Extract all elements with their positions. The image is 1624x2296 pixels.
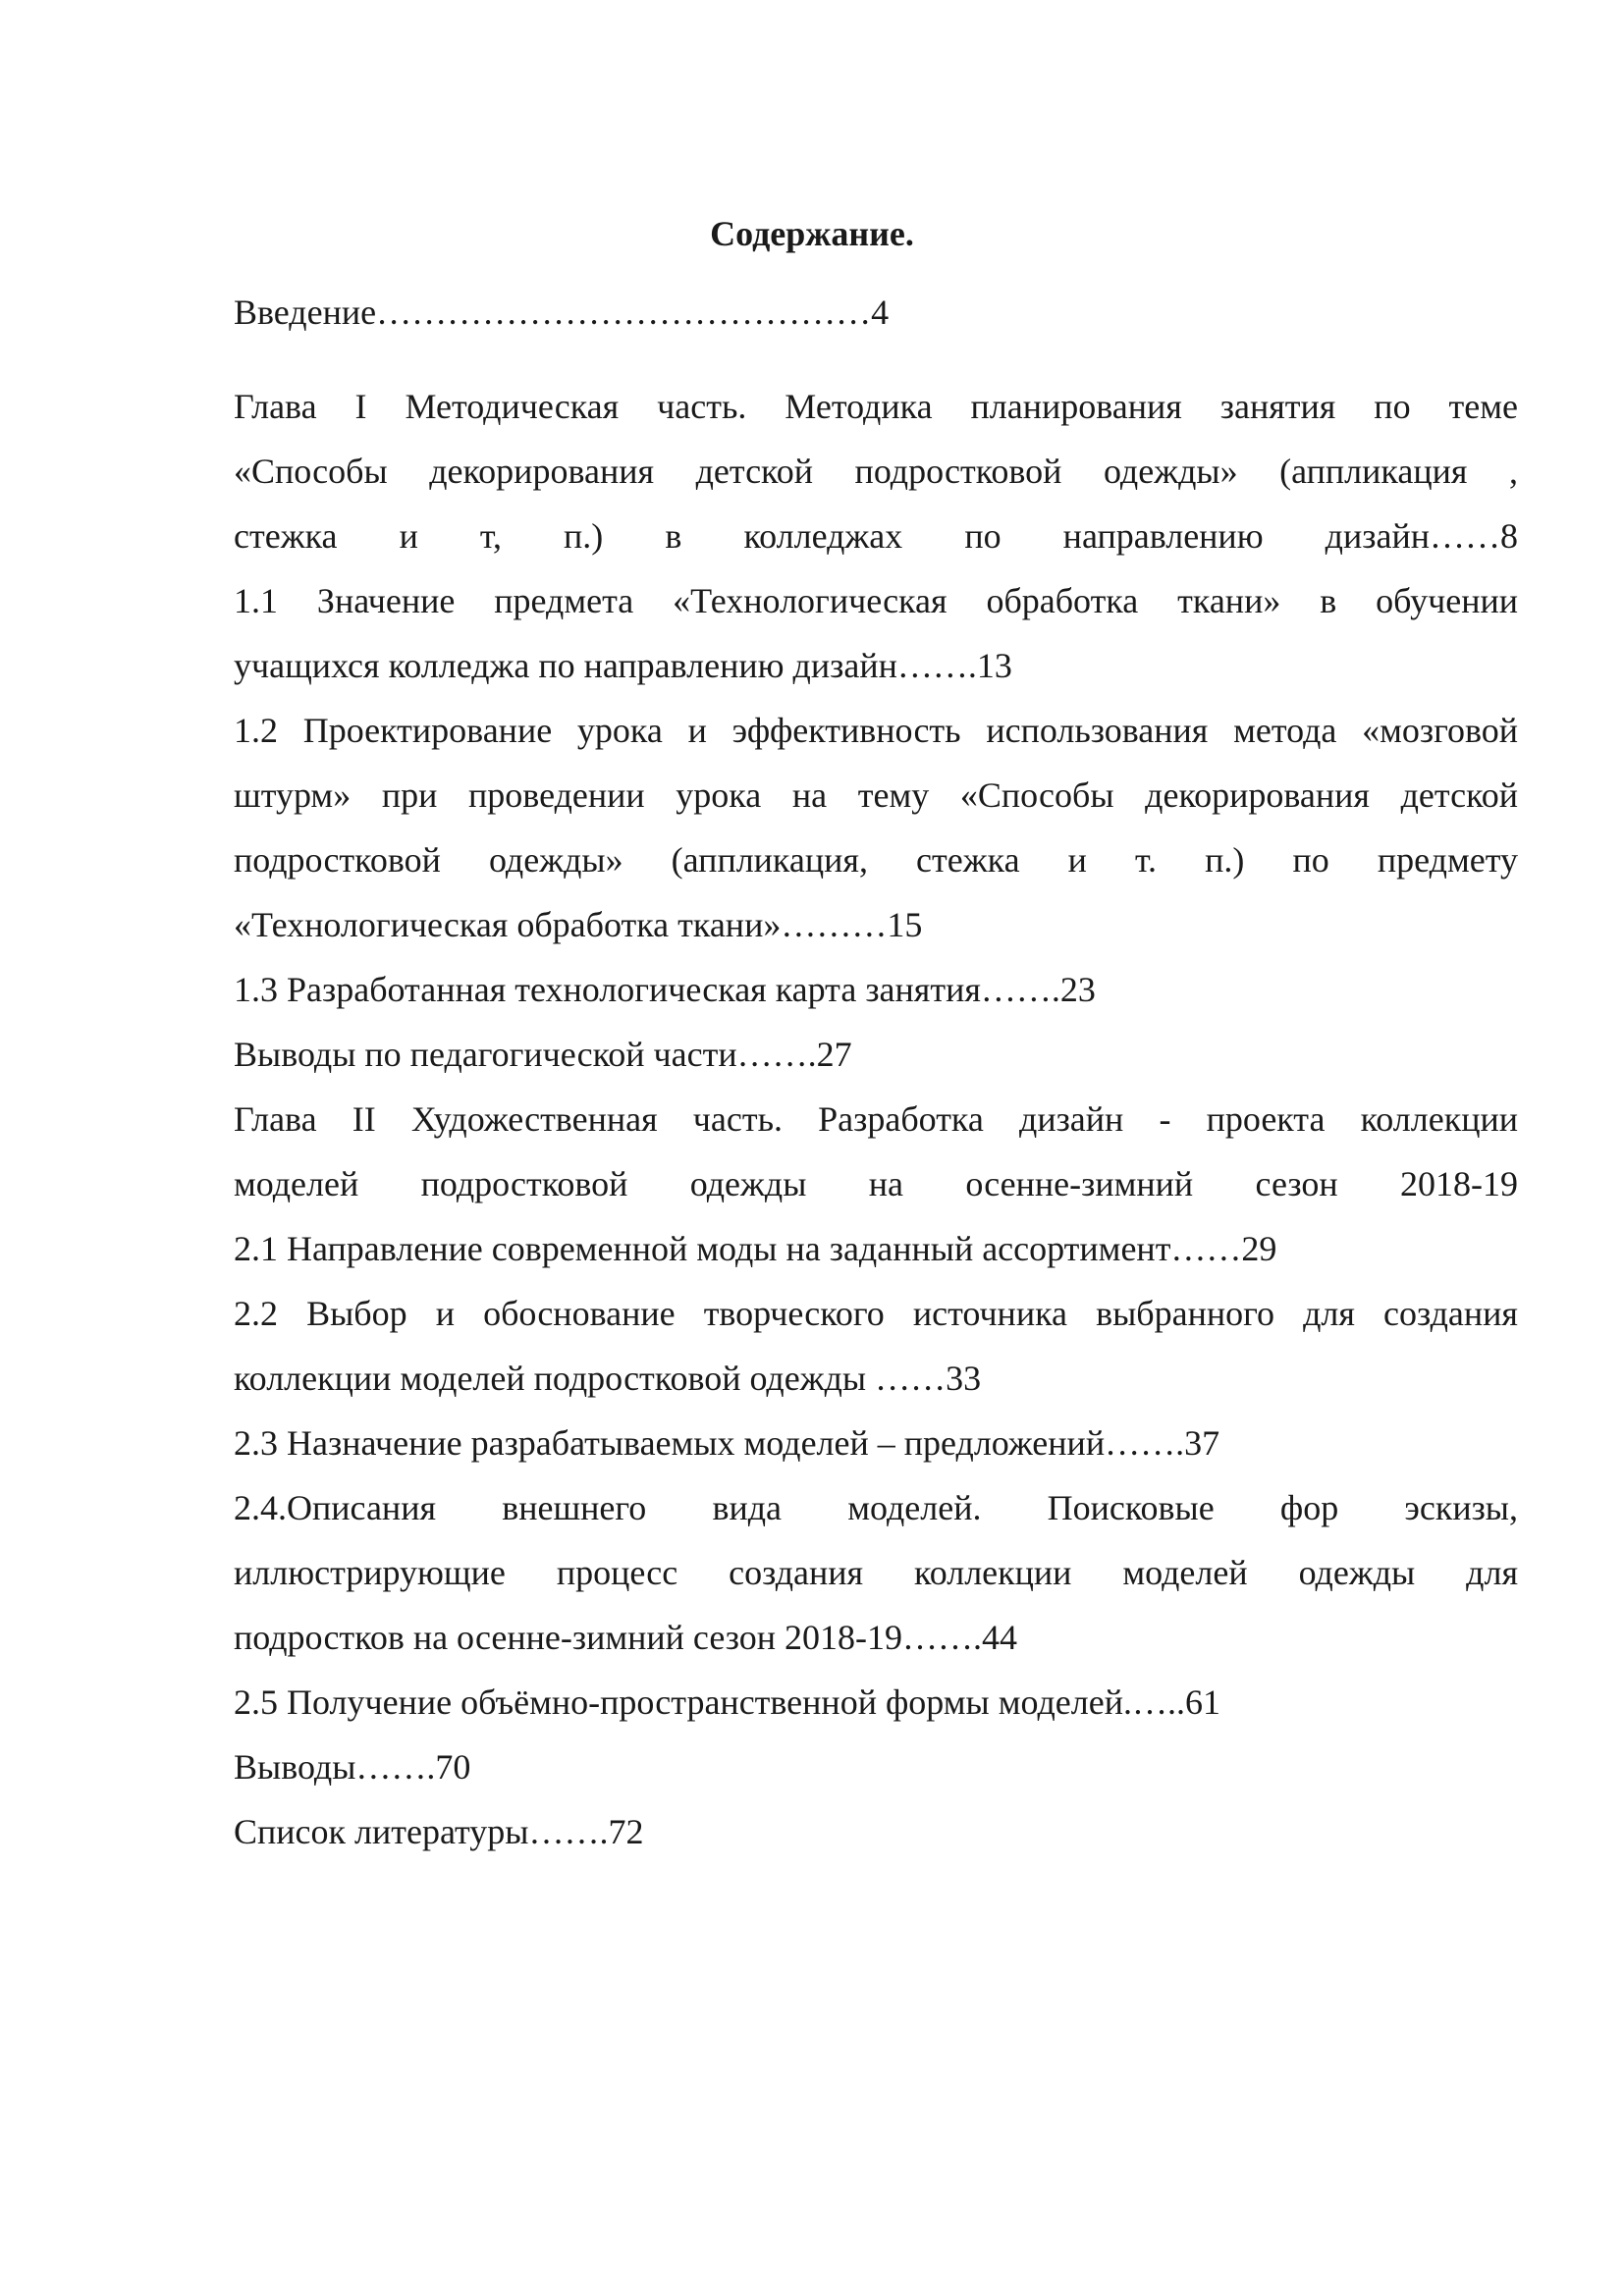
toc-line: Выводы…….70 (234, 1747, 471, 1787)
toc-line: Список литературы…….72 (234, 1812, 644, 1851)
toc-line: учащихся колледжа по направлению дизайн…….13 (234, 646, 1012, 685)
toc-line: 2.2 Выбор и обоснование творческого источника выбранного для создания (234, 1294, 1518, 1333)
toc-line: иллюстрирующие процесс создания коллекции моделей одежды для (234, 1553, 1518, 1592)
toc-line: коллекции моделей подростковой одежды ……33 (234, 1359, 982, 1398)
toc-line: 2.1 Направление современной моды на заданный ассортимент……29 (234, 1229, 1277, 1268)
toc-line: 2.3 Назначение разрабатываемых моделей – предложений…….37 (234, 1423, 1220, 1463)
toc-line: Введение……………………………………4 (234, 293, 890, 332)
toc-line: моделей подростковой одежды на осенне-зимний сезон 2018-19 (234, 1164, 1518, 1203)
toc-line: «Технологическая обработка ткани»………15 (234, 905, 923, 944)
toc-line: 1.3 Разработанная технологическая карта занятия…….23 (234, 970, 1096, 1009)
toc-line: 2.4.Описания внешнего вида моделей. Поисковые фор эскизы, (234, 1488, 1518, 1527)
toc-line: 1.1 Значение предмета «Технологическая обработка ткани» в обучении (234, 581, 1518, 620)
toc-line: подростковой одежды» (аппликация, стежка и т. п.) по предмету (234, 840, 1518, 880)
toc-line: «Способы декорирования детской подростковой одежды» (аппликация , (234, 452, 1518, 491)
toc-line: 2.5 Получение объёмно-пространственной формы моделей.…..61 (234, 1682, 1220, 1722)
toc-line: Глава II Художественная часть. Разработка дизайн - проекта коллекции (234, 1099, 1518, 1139)
toc-line: 1.2 Проектирование урока и эффективность использования метода «мозговой (234, 711, 1518, 750)
toc-line: Выводы по педагогической части…….27 (234, 1035, 852, 1074)
toc-line: подростков на осенне-зимний сезон 2018-19…….44 (234, 1618, 1018, 1657)
toc-line: Глава I Методическая часть. Методика планирования занятия по теме (234, 387, 1518, 426)
toc-line: штурм» при проведении урока на тему «Способы декорирования детской (234, 775, 1518, 815)
toc-line: стежка и т, п.) в колледжах по направлению дизайн……8 (234, 516, 1518, 556)
page-title: Содержание. (710, 214, 914, 253)
